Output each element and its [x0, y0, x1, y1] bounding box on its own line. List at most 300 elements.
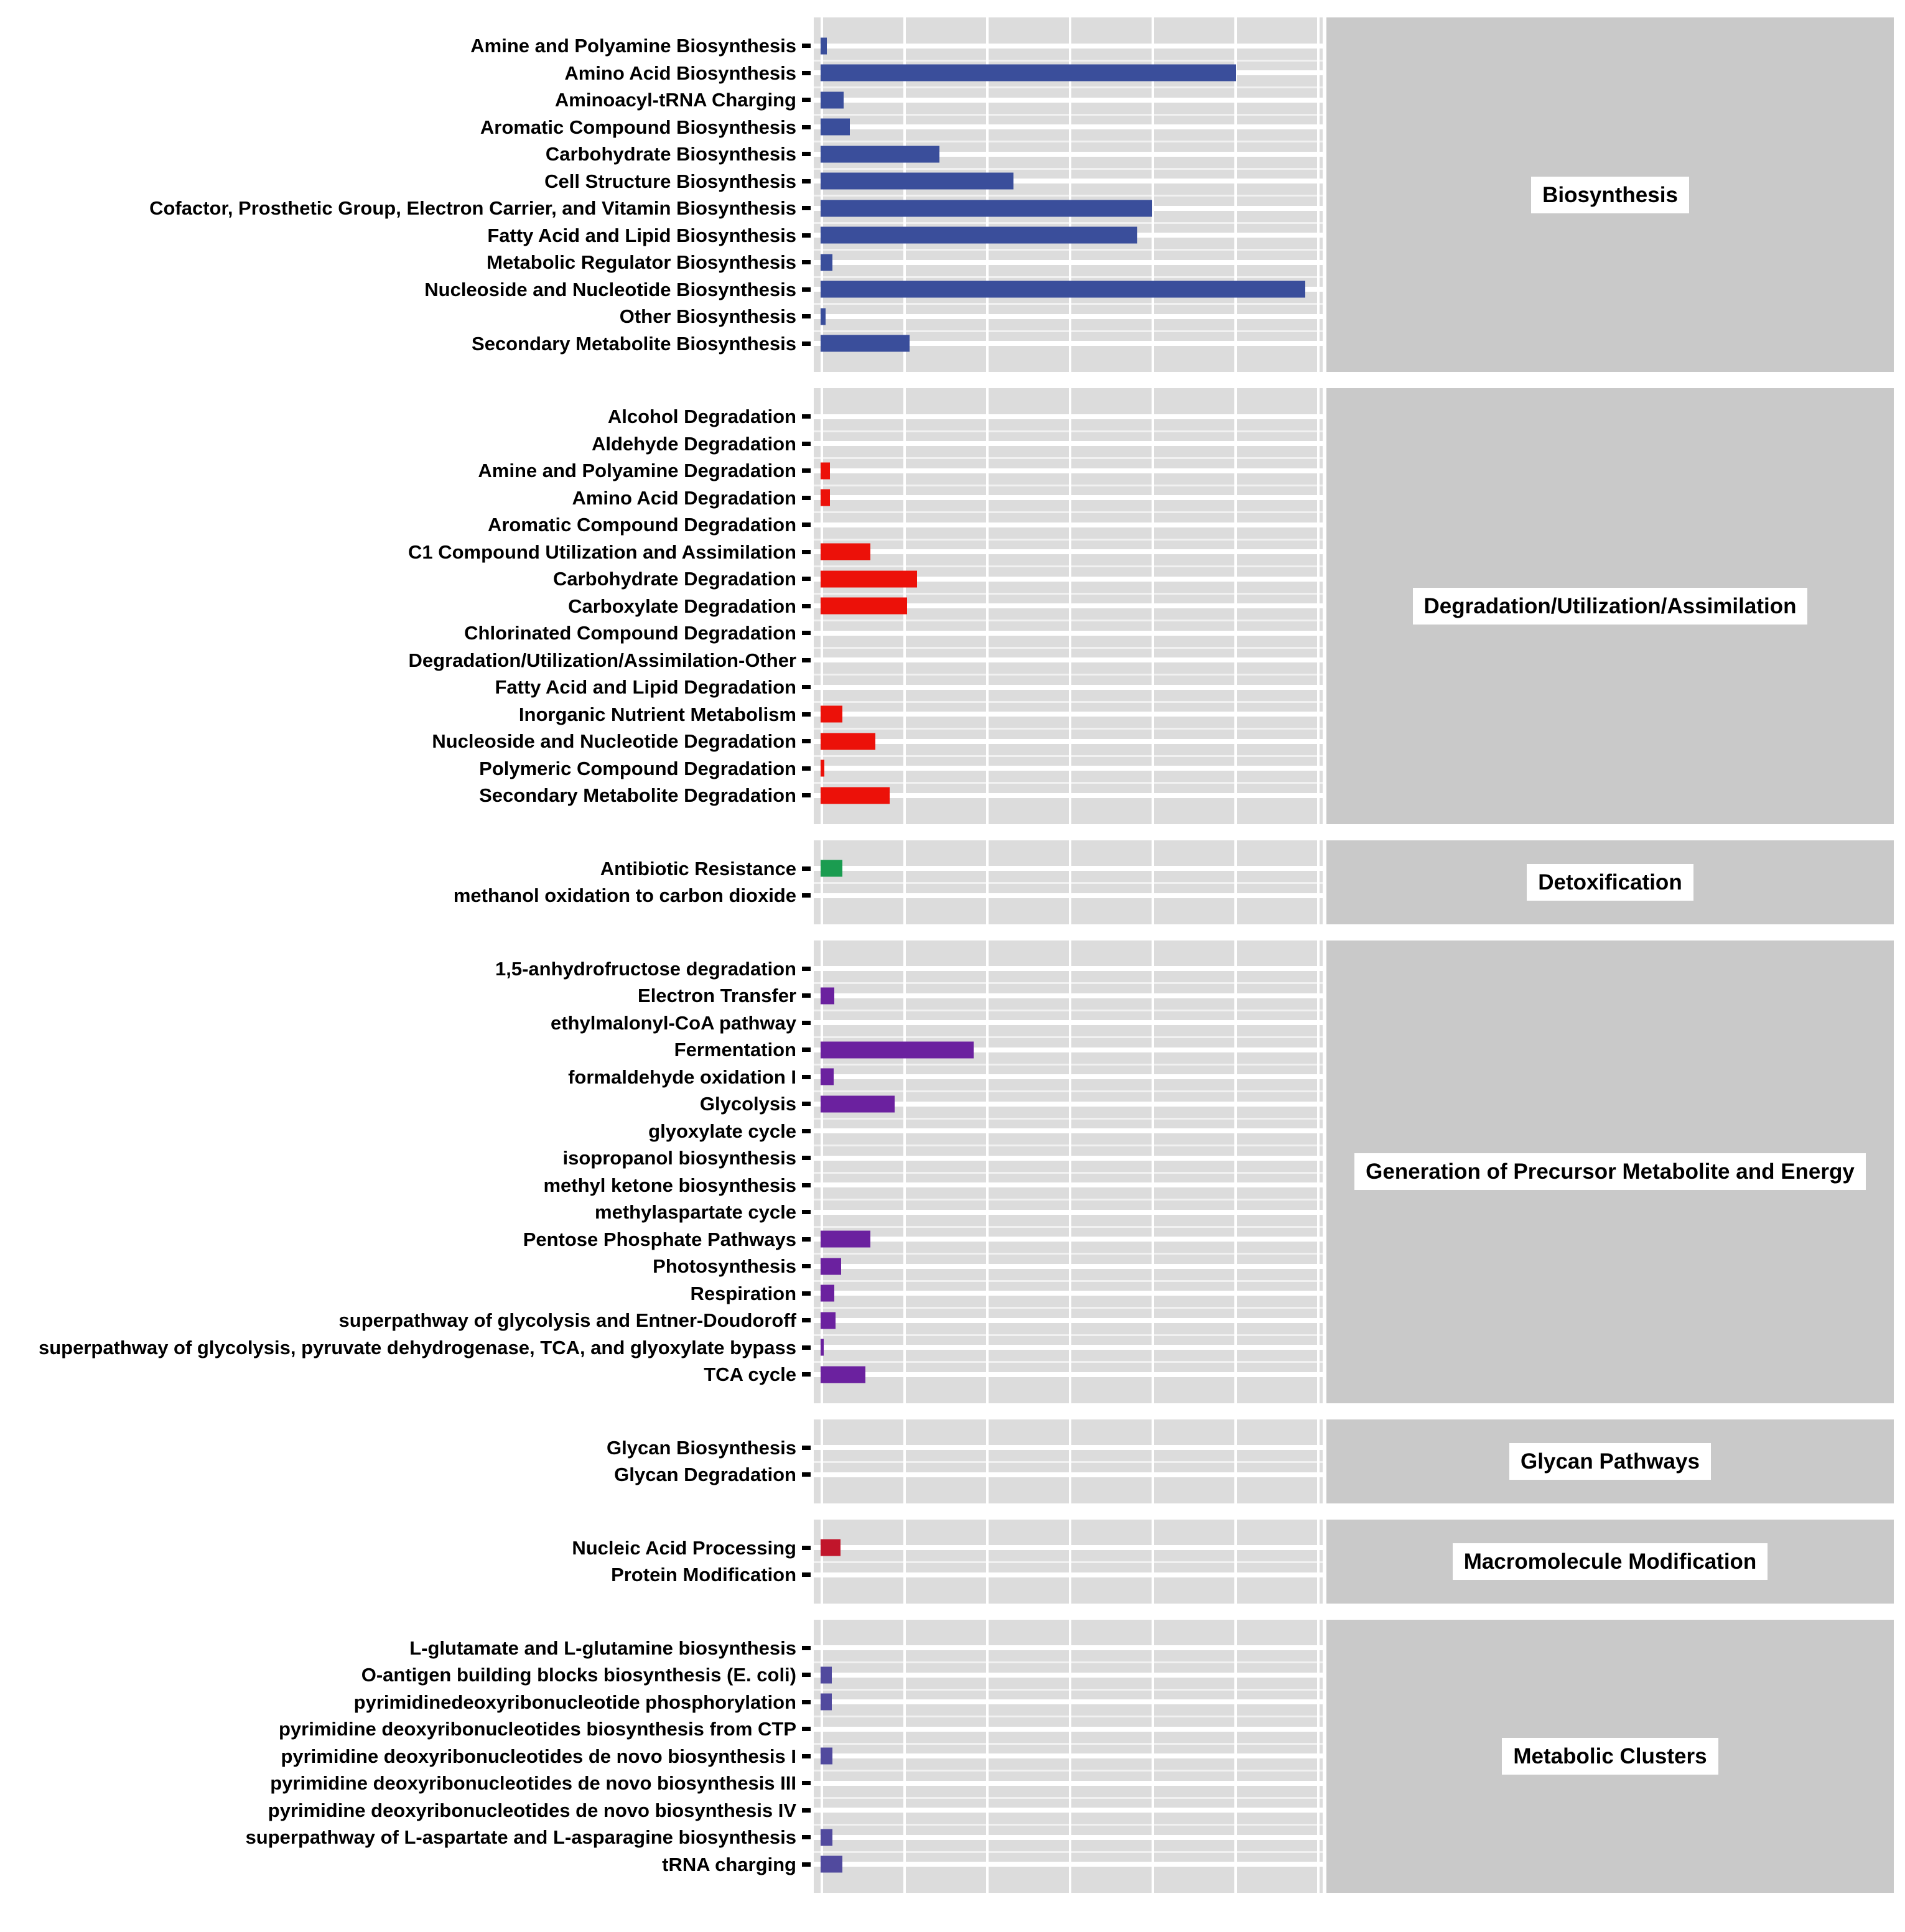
- y-axis-row: [0, 674, 814, 701]
- y-axis-row: [0, 1770, 814, 1797]
- axis-tick-mark: [802, 631, 811, 635]
- axis-tick-mark: [802, 1646, 811, 1650]
- axis-tick-mark: [802, 766, 811, 771]
- facet-degradation-utilization-assimilation: [0, 388, 1905, 824]
- horizontal-gridline: [814, 1699, 1323, 1704]
- vertical-gridline: [1317, 1419, 1320, 1503]
- vertical-gridline: [821, 1520, 823, 1604]
- horizontal-gridline: [814, 1210, 1323, 1215]
- facet-strip: [1326, 1419, 1894, 1503]
- panel-row: [814, 1434, 1323, 1462]
- axis-tick-mark: [802, 1446, 811, 1450]
- panel-row: [814, 855, 1323, 883]
- bar-superpathway-of-glycolysis-and-entner-do: [821, 1312, 836, 1329]
- category-label: pyrimidine deoxyribonucleotides de novo biosynthesis IV: [268, 1799, 796, 1821]
- panel-row: [814, 565, 1323, 593]
- y-axis-row: [0, 982, 814, 1010]
- axis-tick-mark: [802, 1102, 811, 1106]
- facet-generation-of-precursor-metabolite-and-e: [0, 940, 1905, 1403]
- facet-glycan-pathways: [0, 1419, 1905, 1503]
- y-axis-row: [0, 511, 814, 539]
- category-label: Metabolic Regulator Biosynthesis: [487, 251, 796, 274]
- y-axis-row: [0, 620, 814, 647]
- category-label: glyoxylate cycle: [648, 1120, 796, 1142]
- horizontal-gridline: [814, 793, 1323, 798]
- panel-row: [814, 1361, 1323, 1388]
- y-axis-row: [0, 855, 814, 883]
- panel-row: [814, 485, 1323, 512]
- category-label: Amino Acid Degradation: [572, 486, 796, 509]
- y-axis-row: [0, 539, 814, 566]
- panel-row: [814, 1118, 1323, 1145]
- y-axis-labels: [0, 17, 814, 372]
- vertical-gridline: [1234, 840, 1237, 924]
- category-label: Photosynthesis: [653, 1255, 796, 1278]
- y-axis-row: [0, 1743, 814, 1770]
- panel-row: [814, 1334, 1323, 1362]
- horizontal-gridline: [814, 1545, 1323, 1550]
- axis-tick-mark: [802, 1318, 811, 1322]
- horizontal-gridline: [814, 1673, 1323, 1678]
- axis-tick-mark: [802, 893, 811, 898]
- category-label: pyrimidine deoxyribonucleotides de novo biosynthesis III: [270, 1772, 796, 1795]
- horizontal-gridline: [814, 495, 1323, 500]
- y-axis-row: [0, 1280, 814, 1307]
- panel-row: [814, 1280, 1323, 1307]
- horizontal-gridline: [814, 1781, 1323, 1786]
- category-label: Other Biosynthesis: [619, 305, 796, 328]
- category-label: Glycolysis: [699, 1093, 796, 1115]
- panel-row: [814, 60, 1323, 87]
- horizontal-gridline: [814, 1291, 1323, 1296]
- y-axis-row: [0, 1226, 814, 1253]
- axis-tick-mark: [802, 1345, 811, 1350]
- category-label: Aminoacyl-tRNA Charging: [554, 89, 796, 111]
- horizontal-gridline: [814, 739, 1323, 744]
- panel-row: [814, 222, 1323, 249]
- axis-tick-mark: [802, 550, 811, 554]
- horizontal-gridline: [814, 314, 1323, 319]
- category-label: methyl ketone biosynthesis: [543, 1174, 796, 1196]
- panel-row: [814, 1689, 1323, 1716]
- panel-row: [814, 882, 1323, 909]
- axis-tick-mark: [802, 1156, 811, 1160]
- panel-row: [814, 32, 1323, 60]
- horizontal-gridline: [814, 1318, 1323, 1323]
- bar-nucleoside-and-nucleotide-biosynthesis: [821, 281, 1305, 298]
- vertical-gridline: [1234, 940, 1237, 1403]
- category-label: Secondary Metabolite Biosynthesis: [472, 332, 796, 355]
- plot-panel: [814, 17, 1323, 372]
- facet-macromolecule-modification: [0, 1520, 1905, 1604]
- y-axis-row: [0, 1716, 814, 1743]
- panel-row: [814, 1635, 1323, 1662]
- plot-panel: [814, 840, 1323, 924]
- axis-tick-mark: [802, 1237, 811, 1242]
- y-axis-row: [0, 403, 814, 430]
- vertical-gridline: [1234, 1520, 1237, 1604]
- category-label: pyrimidine deoxyribonucleotides de novo biosynthesis I: [281, 1745, 796, 1767]
- y-axis-row: [0, 276, 814, 304]
- y-axis-row: [0, 32, 814, 60]
- axis-tick-mark: [802, 993, 811, 998]
- horizontal-gridline: [814, 260, 1323, 265]
- y-axis-row: [0, 141, 814, 168]
- horizontal-gridline: [814, 98, 1323, 103]
- y-axis-row: [0, 1118, 814, 1145]
- panel-row: [814, 168, 1323, 195]
- horizontal-gridline: [814, 1572, 1323, 1577]
- horizontal-gridline: [814, 993, 1323, 998]
- panel-row: [814, 1226, 1323, 1253]
- facet-strip-label: Detoxification: [1527, 864, 1693, 901]
- vertical-gridline: [903, 1419, 906, 1503]
- y-axis-row: [0, 1461, 814, 1488]
- axis-tick-mark: [802, 1835, 811, 1839]
- facet-strip: [1326, 1620, 1894, 1893]
- y-axis-row: [0, 1172, 814, 1199]
- panel-row: [814, 403, 1323, 430]
- category-label: Protein Modification: [611, 1564, 796, 1586]
- category-label: Nucleoside and Nucleotide Degradation: [432, 730, 796, 753]
- panel-row: [814, 539, 1323, 566]
- axis-tick-mark: [802, 1021, 811, 1025]
- bar-c1-compound-utilization-and-assimilation: [821, 544, 870, 560]
- category-label: Aromatic Compound Degradation: [487, 514, 796, 536]
- category-label: Electron Transfer: [638, 985, 796, 1007]
- bar-nucleic-acid-processing: [821, 1540, 841, 1556]
- category-label: formaldehyde oxidation I: [568, 1066, 796, 1088]
- y-axis-row: [0, 755, 814, 783]
- facet-strip-label: Biosynthesis: [1531, 177, 1689, 213]
- horizontal-gridline: [814, 1156, 1323, 1161]
- vertical-gridline: [1069, 1419, 1071, 1503]
- bar-secondary-metabolite-degradation: [821, 787, 890, 804]
- category-label: pyrimidine deoxyribonucleotides biosynthesis from CTP: [279, 1718, 796, 1740]
- category-label: Degradation/Utilization/Assimilation-Other: [408, 649, 796, 671]
- facet-strip: [1326, 1520, 1894, 1604]
- horizontal-gridline: [814, 766, 1323, 771]
- bar-antibiotic-resistance: [821, 860, 842, 877]
- bar-pyrimidinedeoxyribonucleotide-phosphoryl: [821, 1694, 832, 1711]
- vertical-gridline: [1317, 940, 1320, 1403]
- y-axis-row: [0, 565, 814, 593]
- category-label: Carbohydrate Degradation: [552, 568, 796, 590]
- vertical-gridline: [986, 1419, 989, 1503]
- horizontal-gridline: [814, 1020, 1323, 1025]
- axis-tick-mark: [802, 658, 811, 662]
- vertical-gridline: [1317, 1520, 1320, 1604]
- category-label: pyrimidinedeoxyribonucleotide phosphorylation: [353, 1691, 796, 1713]
- horizontal-gridline: [814, 1264, 1323, 1269]
- axis-tick-mark: [802, 44, 811, 48]
- y-axis-row: [0, 1253, 814, 1280]
- axis-tick-mark: [802, 1291, 811, 1296]
- plot-panel: [814, 1620, 1323, 1893]
- y-axis-row: [0, 647, 814, 674]
- bar-amino-acid-degradation: [821, 490, 830, 506]
- category-label: L-glutamate and L-glutamine biosynthesis: [409, 1637, 796, 1659]
- bar-aminoacyl-trna-charging: [821, 91, 844, 108]
- axis-tick-mark: [802, 496, 811, 500]
- panel-row: [814, 1561, 1323, 1589]
- axis-tick-mark: [802, 866, 811, 871]
- y-axis-row: [0, 195, 814, 222]
- axis-tick-mark: [802, 793, 811, 797]
- bar-other-biosynthesis: [821, 308, 826, 325]
- category-label: Chlorinated Compound Degradation: [464, 622, 796, 644]
- axis-tick-mark: [802, 233, 811, 238]
- y-axis-row: [0, 1561, 814, 1589]
- y-axis-labels: [0, 1419, 814, 1503]
- panel-row: [814, 430, 1323, 458]
- vertical-gridline: [821, 1419, 823, 1503]
- axis-tick-mark: [802, 1264, 811, 1268]
- category-label: Secondary Metabolite Degradation: [479, 784, 796, 807]
- axis-tick-mark: [802, 1372, 811, 1377]
- bar-fatty-acid-and-lipid-biosynthesis: [821, 227, 1137, 244]
- bar-respiration: [821, 1285, 834, 1302]
- horizontal-gridline: [814, 1835, 1323, 1840]
- y-axis-row: [0, 955, 814, 983]
- category-label: methanol oxidation to carbon dioxide: [453, 885, 796, 907]
- axis-tick-mark: [802, 967, 811, 971]
- panel-row: [814, 620, 1323, 647]
- bar-cell-structure-biosynthesis: [821, 173, 1013, 190]
- panel-row: [814, 457, 1323, 485]
- axis-tick-mark: [802, 260, 811, 264]
- bar-carbohydrate-degradation: [821, 570, 917, 587]
- y-axis-row: [0, 1090, 814, 1118]
- bar-superpathway-of-glycolysis-pyruvate-dehy: [821, 1339, 824, 1356]
- vertical-gridline: [903, 1520, 906, 1604]
- axis-tick-mark: [802, 314, 811, 318]
- vertical-gridline: [1152, 940, 1154, 1403]
- horizontal-gridline: [814, 1862, 1323, 1867]
- y-axis-row: [0, 593, 814, 620]
- vertical-gridline: [821, 840, 823, 924]
- category-label: Fermentation: [674, 1039, 796, 1061]
- panel-row: [814, 701, 1323, 728]
- vertical-gridline: [1069, 1520, 1071, 1604]
- category-label: Nucleoside and Nucleotide Biosynthesis: [424, 278, 796, 300]
- y-axis-row: [0, 485, 814, 512]
- bar-carbohydrate-biosynthesis: [821, 146, 939, 162]
- y-axis-labels: [0, 840, 814, 924]
- axis-tick-mark: [802, 685, 811, 689]
- bar-carboxylate-degradation: [821, 598, 907, 615]
- panel-row: [814, 1145, 1323, 1172]
- category-label: C1 Compound Utilization and Assimilation: [408, 541, 796, 563]
- panel-row: [814, 195, 1323, 222]
- horizontal-gridline: [814, 1372, 1323, 1377]
- panel-row: [814, 1461, 1323, 1488]
- y-axis-row: [0, 728, 814, 755]
- panel-row: [814, 755, 1323, 783]
- panel-row: [814, 1716, 1323, 1743]
- axis-tick-mark: [802, 71, 811, 75]
- panel-row: [814, 1743, 1323, 1770]
- horizontal-gridline: [814, 124, 1323, 129]
- category-label: Fatty Acid and Lipid Degradation: [495, 676, 796, 699]
- category-label: Antibiotic Resistance: [600, 857, 796, 880]
- panel-row: [814, 782, 1323, 809]
- panel-row: [814, 141, 1323, 168]
- panel-row: [814, 593, 1323, 620]
- panel-row: [814, 303, 1323, 330]
- category-label: Aromatic Compound Biosynthesis: [480, 116, 796, 138]
- facet-strip-label: Macromolecule Modification: [1453, 1543, 1768, 1580]
- axis-tick-mark: [802, 1673, 811, 1677]
- panel-row: [814, 1797, 1323, 1824]
- axis-tick-mark: [802, 577, 811, 581]
- axis-tick-mark: [802, 1183, 811, 1187]
- axis-tick-mark: [802, 179, 811, 183]
- vertical-gridline: [1152, 1419, 1154, 1503]
- axis-tick-mark: [802, 1129, 811, 1133]
- y-axis-row: [0, 86, 814, 114]
- axis-tick-mark: [802, 152, 811, 156]
- panel-row: [814, 1064, 1323, 1091]
- horizontal-gridline: [814, 468, 1323, 473]
- panel-row: [814, 955, 1323, 983]
- y-axis-row: [0, 1434, 814, 1462]
- category-label: Inorganic Nutrient Metabolism: [518, 703, 796, 725]
- category-label: superpathway of L-aspartate and L-asparagine biosynthesis: [245, 1826, 796, 1849]
- vertical-gridline: [1152, 840, 1154, 924]
- bar-glycolysis: [821, 1095, 895, 1112]
- axis-tick-mark: [802, 206, 811, 210]
- y-axis-row: [0, 1661, 814, 1689]
- category-label: superpathway of glycolysis and Entner-Doudoroff: [338, 1309, 796, 1332]
- axis-tick-mark: [802, 442, 811, 446]
- bar-tca-cycle: [821, 1366, 865, 1383]
- category-label: Nucleic Acid Processing: [572, 1536, 796, 1559]
- y-axis-row: [0, 1635, 814, 1662]
- facet-strip-label: Degradation/Utilization/Assimilation: [1413, 588, 1808, 625]
- y-axis-row: [0, 1036, 814, 1064]
- vertical-gridline: [1234, 1419, 1237, 1503]
- bar-aromatic-compound-biosynthesis: [821, 119, 850, 136]
- y-axis-labels: [0, 1520, 814, 1604]
- axis-tick-mark: [802, 341, 811, 346]
- category-label: Fatty Acid and Lipid Biosynthesis: [487, 224, 796, 246]
- plot-panel: [814, 1419, 1323, 1503]
- panel-row: [814, 1172, 1323, 1199]
- axis-tick-mark: [802, 1754, 811, 1758]
- y-axis-row: [0, 701, 814, 728]
- y-axis-labels: [0, 940, 814, 1403]
- horizontal-gridline: [814, 414, 1323, 419]
- y-axis-row: [0, 1797, 814, 1824]
- plot-panel: [814, 1520, 1323, 1604]
- category-label: Cell Structure Biosynthesis: [544, 170, 796, 192]
- category-label: ethylmalonyl-CoA pathway: [550, 1011, 796, 1034]
- y-axis-row: [0, 249, 814, 276]
- panel-row: [814, 1010, 1323, 1037]
- bar-pyrimidine-deoxyribonucleotides-de-novo-: [821, 1748, 832, 1765]
- panel-row: [814, 86, 1323, 114]
- y-axis-row: [0, 1010, 814, 1037]
- axis-tick-mark: [802, 1472, 811, 1477]
- axis-tick-mark: [802, 1808, 811, 1813]
- y-axis-row: [0, 114, 814, 141]
- facet-biosynthesis: [0, 17, 1905, 372]
- vertical-gridline: [1069, 840, 1071, 924]
- panel-row: [814, 674, 1323, 701]
- panel-row: [814, 1824, 1323, 1851]
- panel-row: [814, 1253, 1323, 1280]
- bar-photosynthesis: [821, 1258, 841, 1275]
- horizontal-gridline: [814, 1727, 1323, 1732]
- category-label: TCA cycle: [704, 1363, 796, 1386]
- y-axis-row: [0, 330, 814, 358]
- category-label: O-antigen building blocks biosynthesis (E. coli): [361, 1664, 796, 1686]
- panel-row: [814, 1535, 1323, 1562]
- bar-o-antigen-building-blocks-biosynthesis-e: [821, 1666, 832, 1683]
- plot-panel: [814, 940, 1323, 1403]
- axis-tick-mark: [802, 468, 811, 473]
- y-axis-row: [0, 430, 814, 458]
- horizontal-gridline: [814, 522, 1323, 527]
- category-label: Glycan Degradation: [614, 1464, 796, 1486]
- vertical-gridline: [1152, 1520, 1154, 1604]
- bar-metabolic-regulator-biosynthesis: [821, 254, 832, 271]
- y-axis-row: [0, 1361, 814, 1388]
- category-label: superpathway of glycolysis, pyruvate dehydrogenase, TCA, and glyoxylate bypass: [39, 1336, 796, 1358]
- horizontal-gridline: [814, 893, 1323, 898]
- vertical-gridline: [903, 940, 906, 1403]
- y-axis-row: [0, 1824, 814, 1851]
- facet-strip-label: Generation of Precursor Metabolite and Energy: [1354, 1153, 1866, 1190]
- category-label: Amine and Polyamine Biosynthesis: [470, 35, 796, 57]
- axis-tick-mark: [802, 1210, 811, 1214]
- vertical-gridline: [986, 840, 989, 924]
- y-axis-row: [0, 1535, 814, 1562]
- y-axis-row: [0, 303, 814, 330]
- bar-formaldehyde-oxidation-i: [821, 1069, 834, 1085]
- axis-tick-mark: [802, 739, 811, 743]
- panel-row: [814, 114, 1323, 141]
- axis-tick-mark: [802, 604, 811, 608]
- bar-amine-and-polyamine-biosynthesis: [821, 37, 827, 54]
- horizontal-gridline: [814, 1345, 1323, 1350]
- bar-electron-transfer: [821, 987, 834, 1004]
- y-axis-row: [0, 782, 814, 809]
- panel-row: [814, 1661, 1323, 1689]
- y-axis-row: [0, 1689, 814, 1716]
- facet-strip-label: Metabolic Clusters: [1502, 1738, 1718, 1775]
- category-label: Carbohydrate Biosynthesis: [545, 143, 796, 165]
- category-label: Amine and Polyamine Degradation: [478, 460, 796, 482]
- category-label: methylaspartate cycle: [595, 1201, 796, 1224]
- horizontal-gridline: [814, 1128, 1323, 1133]
- y-axis-row: [0, 1064, 814, 1091]
- facet-strip-label: Glycan Pathways: [1509, 1443, 1711, 1480]
- horizontal-gridline: [814, 441, 1323, 446]
- horizontal-gridline: [814, 657, 1323, 662]
- panel-row: [814, 1851, 1323, 1879]
- panel-row: [814, 276, 1323, 304]
- bar-secondary-metabolite-biosynthesis: [821, 335, 910, 352]
- category-label: Cofactor, Prosthetic Group, Electron Carrier, and Vitamin Biosynthesis: [149, 197, 796, 220]
- panel-row: [814, 728, 1323, 755]
- bar-inorganic-nutrient-metabolism: [821, 706, 842, 723]
- bar-superpathway-of-l-aspartate-and-l-aspara: [821, 1829, 832, 1846]
- axis-tick-mark: [802, 1546, 811, 1550]
- horizontal-gridline: [814, 1237, 1323, 1242]
- category-label: tRNA charging: [662, 1853, 796, 1875]
